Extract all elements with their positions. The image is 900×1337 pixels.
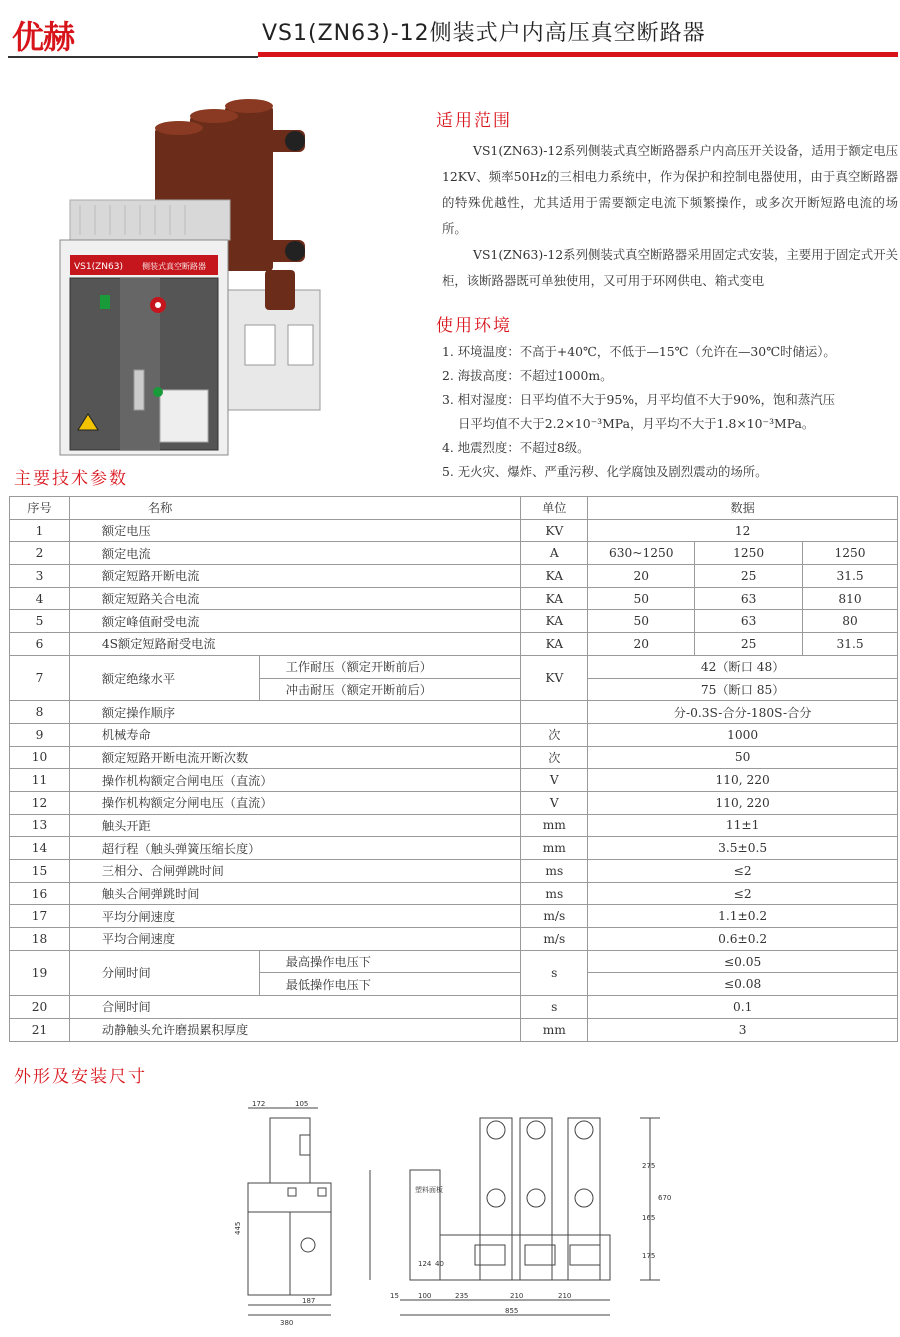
row-no: 8 [10, 701, 70, 724]
dim-side-w1: 15 [390, 1292, 399, 1300]
row-name: 超行程（触头弹簧压缩长度） [69, 837, 520, 860]
row-no: 2 [10, 542, 70, 565]
row-value: 63 [695, 610, 803, 633]
row-value: 75（断口 85） [588, 678, 898, 701]
applicability-paragraph-1: VS1(ZN63)-12系列侧装式真空断路器系户内高压开关设备，适用于额定电压12KV、频率50Hz的三相电力系统中，作为保护和控制电器使用，由于真空断路器的特殊优越性，尤其适用于需要额定电流下频繁操作，或多次开断短路电流的场所。 [442, 143, 898, 236]
row-name: 额定操作顺序 [69, 701, 520, 724]
row-unit: mm [521, 837, 588, 860]
row-no: 12 [10, 791, 70, 814]
environment-item: 5. 无火灾、爆炸、严重污秽、化学腐蚀及剧烈震动的场所。 [442, 464, 768, 479]
row-value: 630~1250 [588, 542, 695, 565]
row-no: 10 [10, 746, 70, 769]
row-unit: V [521, 769, 588, 792]
row-value: 42（断口 48） [588, 655, 898, 678]
table-header-row [10, 497, 898, 520]
row-unit: ms [521, 860, 588, 883]
row-no: 20 [10, 996, 70, 1019]
row-value: 63 [695, 587, 803, 610]
table-row [10, 882, 898, 905]
table-row [10, 542, 898, 565]
environment-item: 2. 海拔高度：不超过1000m。 [442, 368, 613, 383]
row-name: 额定电压 [69, 519, 520, 542]
row-value: 0.6±0.2 [588, 928, 898, 951]
row-value: 12 [588, 519, 898, 542]
row-no: 21 [10, 1018, 70, 1041]
table-row [10, 565, 898, 588]
table-row [10, 655, 898, 678]
table-row [10, 769, 898, 792]
table-row [10, 905, 898, 928]
row-no: 13 [10, 814, 70, 837]
environment-item: 日平均值不大于2.2×10⁻³MPa，月平均不大于1.8×10⁻³MPa。 [458, 416, 815, 431]
dim-side-d1: 124 [418, 1260, 432, 1268]
table-row [10, 633, 898, 656]
dim-side-d2: 40 [435, 1260, 444, 1268]
table-row [10, 610, 898, 633]
row-unit [521, 701, 588, 724]
row-name: 额定绝缘水平 [69, 655, 259, 700]
row-value: ≤0.08 [588, 973, 898, 996]
row-no: 18 [10, 928, 70, 951]
outline-drawing [234, 1100, 680, 1330]
table-row [10, 950, 898, 973]
dim-side-h3: 175 [642, 1252, 656, 1260]
row-name: 合闸时间 [69, 996, 520, 1019]
environment-item: 1. 环境温度：不高于+40℃，不低于—15℃（允许在—30℃时储运）。 [442, 344, 836, 359]
row-value: 25 [695, 633, 803, 656]
row-unit: ms [521, 882, 588, 905]
row-value: 20 [588, 633, 695, 656]
specs-table [9, 496, 898, 1042]
col-header-data: 数据 [588, 497, 898, 520]
row-value: 3.5±0.5 [588, 837, 898, 860]
table-row [10, 837, 898, 860]
environment-heading: 使用环境 [436, 316, 512, 336]
row-value: 20 [588, 565, 695, 588]
row-value: 0.1 [588, 996, 898, 1019]
row-value: 1250 [803, 542, 898, 565]
panel-name-label: 侧装式真空断路器 [142, 262, 206, 271]
row-value: ≤0.05 [588, 950, 898, 973]
header-rule-dark [8, 56, 258, 58]
header-rule-red [258, 52, 898, 57]
row-name: 机械寿命 [69, 723, 520, 746]
applicability-paragraph-2: VS1(ZN63)-12系列侧装式真空断路器采用固定式安装，主要用于固定式开关柜，该断路器既可单独使用，又可用于环网供电、箱式变电 [442, 247, 898, 288]
col-header-unit: 单位 [521, 497, 588, 520]
row-value: 1250 [695, 542, 803, 565]
table-row [10, 860, 898, 883]
row-unit: KA [521, 587, 588, 610]
table-row [10, 1018, 898, 1041]
row-name: 触头开距 [69, 814, 520, 837]
dim-side-w3: 235 [455, 1292, 469, 1300]
dim-front-top-b: 105 [295, 1100, 309, 1108]
table-row [10, 996, 898, 1019]
panel-model-label: VS1(ZN63) [74, 262, 123, 272]
row-name: 额定短路关合电流 [69, 587, 520, 610]
row-unit: KV [521, 655, 588, 700]
row-value: 1.1±0.2 [588, 905, 898, 928]
dim-front-height: 445 [234, 1221, 242, 1235]
row-name: 三相分、合闸弹跳时间 [69, 860, 520, 883]
dim-side-h2: 165 [642, 1214, 656, 1222]
dim-front-width: 380 [280, 1319, 294, 1327]
dim-side-w2: 100 [418, 1292, 432, 1300]
row-value: 50 [588, 746, 898, 769]
col-header-no: 序号 [10, 497, 70, 520]
row-no: 16 [10, 882, 70, 905]
row-value: 80 [803, 610, 898, 633]
row-value: ≤2 [588, 882, 898, 905]
row-name: 操作机构额定分闸电压（直流） [69, 791, 520, 814]
page-title: VS1(ZN63)-12侧装式户内高压真空断路器 [262, 21, 706, 46]
row-name: 平均合闸速度 [69, 928, 520, 951]
row-name: 触头合闸弹跳时间 [69, 882, 520, 905]
row-name: 额定电流 [69, 542, 520, 565]
dim-side-total-w: 855 [505, 1307, 519, 1315]
row-no: 1 [10, 519, 70, 542]
environment-item: 3. 相对湿度：日平均值不大于95%，月平均值不大于90%，饱和蒸汽压 [442, 392, 835, 407]
table-row [10, 587, 898, 610]
row-value: 31.5 [803, 633, 898, 656]
row-name: 额定短路开断电流 [69, 565, 520, 588]
dim-side-total-h: 670 [658, 1194, 672, 1202]
row-no: 15 [10, 860, 70, 883]
row-value: 3 [588, 1018, 898, 1041]
row-unit: V [521, 791, 588, 814]
row-value: 110, 220 [588, 791, 898, 814]
table-row [10, 814, 898, 837]
row-name: 分闸时间 [69, 950, 259, 995]
row-unit: mm [521, 1018, 588, 1041]
table-row [10, 746, 898, 769]
dim-side-w5: 210 [558, 1292, 572, 1300]
row-unit: KV [521, 519, 588, 542]
row-value: ≤2 [588, 860, 898, 883]
dim-side-panel-label: 塑料面板 [415, 1186, 443, 1194]
outline-heading: 外形及安装尺寸 [14, 1067, 147, 1087]
row-name: 平均分闸速度 [69, 905, 520, 928]
row-no: 7 [10, 655, 70, 700]
row-unit: 次 [521, 746, 588, 769]
table-row [10, 791, 898, 814]
dim-front-mid: 187 [302, 1297, 316, 1305]
row-subname: 工作耐压（额定开断前后） [259, 655, 521, 678]
row-no: 11 [10, 769, 70, 792]
row-value: 50 [588, 610, 695, 633]
row-subname: 冲击耐压（额定开断前后） [259, 678, 521, 701]
row-value: 25 [695, 565, 803, 588]
row-unit: s [521, 950, 588, 995]
table-row [10, 723, 898, 746]
row-value: 110, 220 [588, 769, 898, 792]
row-unit: KA [521, 633, 588, 656]
row-no: 17 [10, 905, 70, 928]
row-no: 4 [10, 587, 70, 610]
row-value: 810 [803, 587, 898, 610]
row-unit: m/s [521, 905, 588, 928]
row-value: 分-0.3S-合分-180S-合分 [588, 701, 898, 724]
row-no: 6 [10, 633, 70, 656]
row-name: 动静触头允许磨损累积厚度 [69, 1018, 520, 1041]
row-no: 3 [10, 565, 70, 588]
row-subname: 最低操作电压下 [259, 973, 521, 996]
row-unit: KA [521, 610, 588, 633]
row-unit: KA [521, 565, 588, 588]
environment-list [442, 340, 898, 484]
row-name: 4S额定短路耐受电流 [69, 633, 520, 656]
col-header-name: 名称 [69, 497, 520, 520]
brand-logo: 优赫 [12, 18, 75, 56]
specs-heading: 主要技术参数 [14, 469, 128, 489]
row-value: 31.5 [803, 565, 898, 588]
row-name: 操作机构额定合闸电压（直流） [69, 769, 520, 792]
row-value: 50 [588, 587, 695, 610]
table-row [10, 701, 898, 724]
table-row [10, 519, 898, 542]
applicability-heading: 适用范围 [436, 111, 512, 131]
row-unit: s [521, 996, 588, 1019]
row-name: 额定峰值耐受电流 [69, 610, 520, 633]
dim-side-w4: 210 [510, 1292, 524, 1300]
row-no: 5 [10, 610, 70, 633]
row-name: 额定短路开断电流开断次数 [69, 746, 520, 769]
row-subname: 最高操作电压下 [259, 950, 521, 973]
row-value: 1000 [588, 723, 898, 746]
row-unit: m/s [521, 928, 588, 951]
row-unit: A [521, 542, 588, 565]
row-unit: 次 [521, 723, 588, 746]
row-no: 14 [10, 837, 70, 860]
row-value: 11±1 [588, 814, 898, 837]
dim-side-h1: 275 [642, 1162, 656, 1170]
row-no: 19 [10, 950, 70, 995]
product-photo [60, 100, 380, 455]
dim-front-top-a: 172 [252, 1100, 266, 1108]
environment-item: 4. 地震烈度：不超过8级。 [442, 440, 590, 455]
table-row [10, 928, 898, 951]
row-unit: mm [521, 814, 588, 837]
row-no: 9 [10, 723, 70, 746]
applicability-text [442, 138, 898, 294]
